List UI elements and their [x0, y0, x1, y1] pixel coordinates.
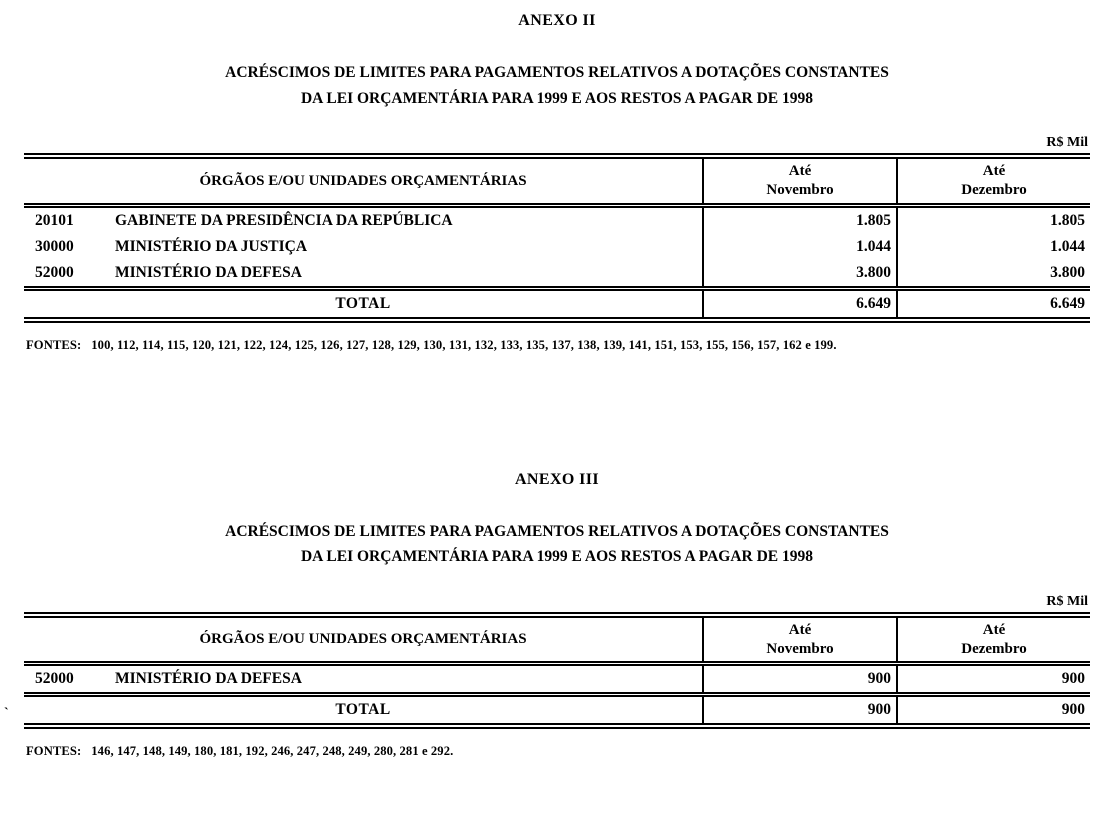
table-row [24, 234, 1090, 260]
org-name: MINISTÉRIO DA JUSTIÇA [115, 237, 308, 255]
org-code: 20101 [35, 211, 74, 229]
fontes-line [24, 338, 1090, 353]
header-ate-dezembro: Até Dezembro [897, 156, 1090, 205]
org-cell [24, 234, 703, 260]
fontes-label: FONTES: [26, 337, 82, 352]
total-dezembro: 900 [897, 695, 1090, 727]
total-novembro: 900 [703, 695, 897, 727]
currency-unit-label: R$ Mil [1046, 593, 1088, 609]
anexo-heading: ANEXO II [518, 12, 596, 29]
header-ate-novembro: Até Novembro [703, 156, 897, 205]
header-orgaos: ÓRGÃOS E/OU UNIDADES ORÇAMENTÁRIAS [24, 156, 703, 205]
value-dezembro: 3.800 [897, 260, 1090, 289]
budget-table [24, 153, 1090, 323]
budget-table [24, 612, 1090, 730]
org-name: MINISTÉRIO DA DEFESA [115, 263, 302, 281]
title-line-2: DA LEI ORÇAMENTÁRIA PARA 1999 E AOS RESTOS A PAGAR DE 1998 [300, 548, 813, 566]
title-line-1: ACRÉSCIMOS DE LIMITES PARA PAGAMENTOS RELATIVOS A DOTAÇÕES CONSTANTES [225, 522, 889, 540]
title-line-1: ACRÉSCIMOS DE LIMITES PARA PAGAMENTOS RELATIVOS A DOTAÇÕES CONSTANTES [225, 64, 889, 81]
scan-artifact-mark: ` [4, 706, 9, 721]
table-row [24, 205, 1090, 234]
table-header-row [24, 615, 1090, 664]
fontes-text: 100, 112, 114, 115, 120, 121, 122, 124, 125, 126, 127, 128, 129, 130, 131, 132, 133, 135, 137, 138, 139, 141, 151, 153, 155, 156, 157, 162 e 199. [91, 337, 837, 352]
total-row [24, 288, 1090, 320]
fontes-line [24, 744, 1090, 759]
table-row [24, 260, 1090, 289]
total-label: TOTAL [24, 288, 703, 320]
header-orgaos: ÓRGÃOS E/OU UNIDADES ORÇAMENTÁRIAS [24, 615, 703, 664]
currency-unit-label: R$ Mil [1046, 135, 1088, 151]
anexo-ii-section [24, 12, 1090, 353]
document-title [24, 60, 1090, 111]
value-dezembro: 900 [897, 664, 1090, 695]
anexo-iii-section [24, 471, 1090, 760]
fontes-text: 146, 147, 148, 149, 180, 181, 192, 246, 247, 248, 249, 280, 281 e 292. [91, 744, 454, 759]
document-title [24, 519, 1090, 570]
total-dezembro: 6.649 [897, 288, 1090, 320]
table-header-row [24, 156, 1090, 205]
header-ate-novembro: Até Novembro [703, 615, 897, 664]
value-novembro: 3.800 [703, 260, 897, 289]
org-cell [24, 260, 703, 289]
total-novembro: 6.649 [703, 288, 897, 320]
total-label: TOTAL [24, 695, 703, 727]
header-ate-dezembro: Até Dezembro [897, 615, 1090, 664]
value-novembro: 1.044 [703, 234, 897, 260]
value-novembro: 900 [703, 664, 897, 695]
org-code: 52000 [35, 670, 74, 688]
value-novembro: 1.805 [703, 205, 897, 234]
table-row [24, 664, 1090, 695]
value-dezembro: 1.044 [897, 234, 1090, 260]
anexo-heading: ANEXO III [514, 470, 600, 488]
org-cell [24, 205, 703, 234]
org-name: GABINETE DA PRESIDÊNCIA DA REPÚBLICA [115, 211, 453, 229]
org-cell [24, 664, 703, 695]
title-line-2: DA LEI ORÇAMENTÁRIA PARA 1999 E AOS RESTOS A PAGAR DE 1998 [300, 89, 813, 107]
org-name: MINISTÉRIO DA DEFESA [115, 670, 302, 688]
fontes-label: FONTES: [26, 744, 82, 759]
org-code: 30000 [35, 237, 74, 255]
org-code: 52000 [35, 263, 74, 281]
total-row [24, 695, 1090, 727]
value-dezembro: 1.805 [897, 205, 1090, 234]
